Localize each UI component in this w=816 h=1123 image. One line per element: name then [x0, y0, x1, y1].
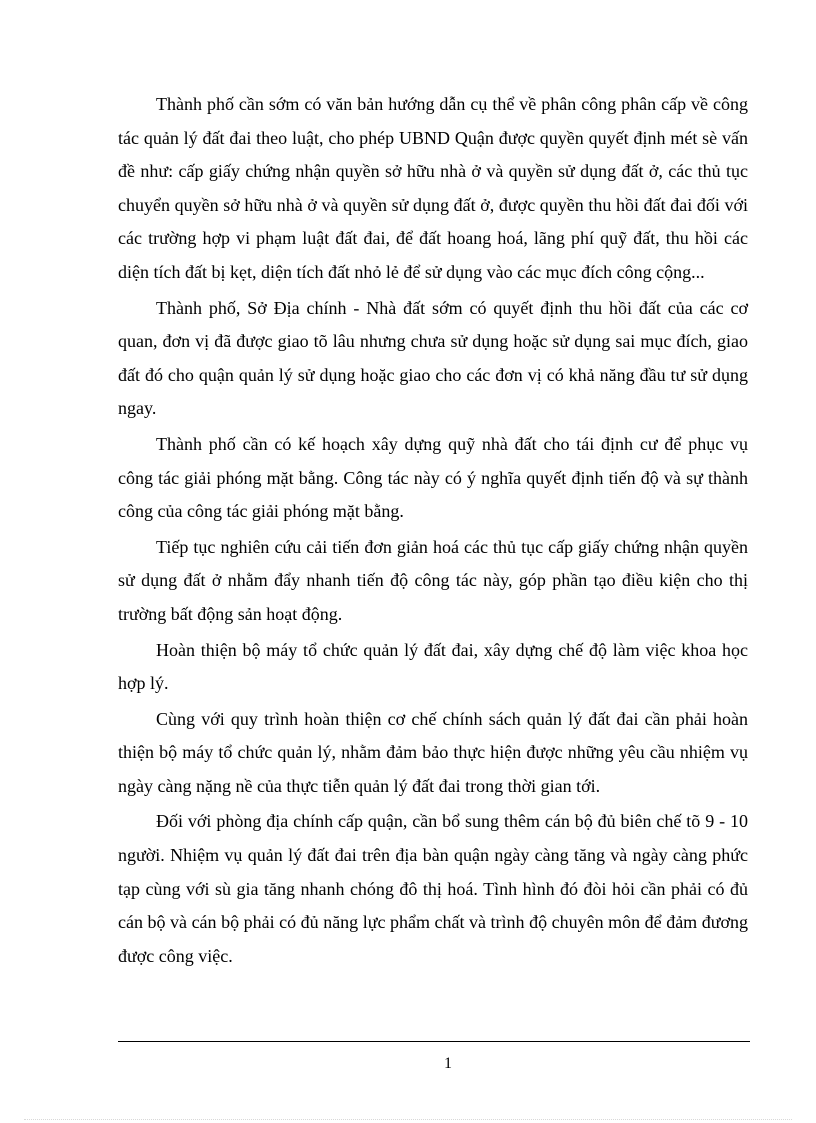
footer-divider — [118, 1041, 750, 1042]
paragraph-1: Thành phố cần sớm có văn bản hướng dẫn cụ thể về phân công phân cấp về công tác quản lý đất đai theo luật, cho phép UBND Quận được quyền quyết định mét sè vấn đề như: cấp giấy chứng nhận quyền sở hữu nhà ở và quyền sử dụng đất ở, các thủ tục chuyển quyền sở hữu nhà ở và quyền sử dụng đất ở, được quyền thu hồi đất đai đối với các trường hợp vi phạm luật đất đai, để đất hoang hoá, lãng phí quỹ đất, thu hồi các diện tích đất bị kẹt, diện tích đất nhỏ lẻ để sử dụng vào các mục đích công cộng... — [118, 94, 748, 282]
paragraph-3: Thành phố cần có kế hoạch xây dựng quỹ nhà đất cho tái định cư để phục vụ công tác giải phóng mặt bằng. Công tác này có ý nghĩa quyết định tiến độ và sự thành công của công tác giải phóng mặt bằng. — [118, 433, 748, 522]
paragraph-6: Cùng với quy trình hoàn thiện cơ chế chính sách quản lý đất đai cần phải hoàn thiện bộ máy tổ chức quản lý, nhằm đảm bảo thực hiện được những yêu cầu nhiệm vụ ngày càng nặng nề của thực tiễn quản lý đất đai trong thời gian tới. — [118, 708, 748, 796]
page-number: 1 — [444, 1055, 452, 1072]
paragraph-5: Hoàn thiện bộ máy tổ chức quản lý đất đai, xây dựng chế độ làm việc khoa học hợp lý. — [118, 639, 748, 694]
body-text — [118, 88, 748, 975]
paragraph-4: Tiếp tục nghiên cứu cải tiến đơn giản hoá các thủ tục cấp giấy chứng nhận quyền sử dụng đất ở nhằm đẩy nhanh tiến độ công tác này, góp phần tạo điều kiện cho thị trường bất động sản hoạt động. — [118, 536, 748, 624]
page-bottom-edge — [24, 1119, 792, 1120]
paragraph-7: Đối với phòng địa chính cấp quận, cần bổ sung thêm cán bộ đủ biên chế tõ 9 - 10 người. Nhiệm vụ quản lý đất đai trên địa bàn quận ngày càng tăng và ngày càng phức tạp cùng với sù gia tăng nhanh chóng đô thị hoá. Tình hình đó đòi hỏi cần phải có đủ cán bộ và cán bộ phải có đủ năng lực phẩm chất và trình độ chuyên môn để đảm đương được công việc. — [118, 811, 748, 966]
paragraph-2: Thành phố, Sở Địa chính - Nhà đất sớm có quyết định thu hồi đất của các cơ quan, đơn vị đã được giao tõ lâu nhưng chưa sử dụng hoặc sử dụng sai mục đích, giao đất đó cho quận quản lý sử dụng hoặc giao cho các đơn vị có khả năng đầu tư sử dụng ngay. — [118, 297, 748, 419]
